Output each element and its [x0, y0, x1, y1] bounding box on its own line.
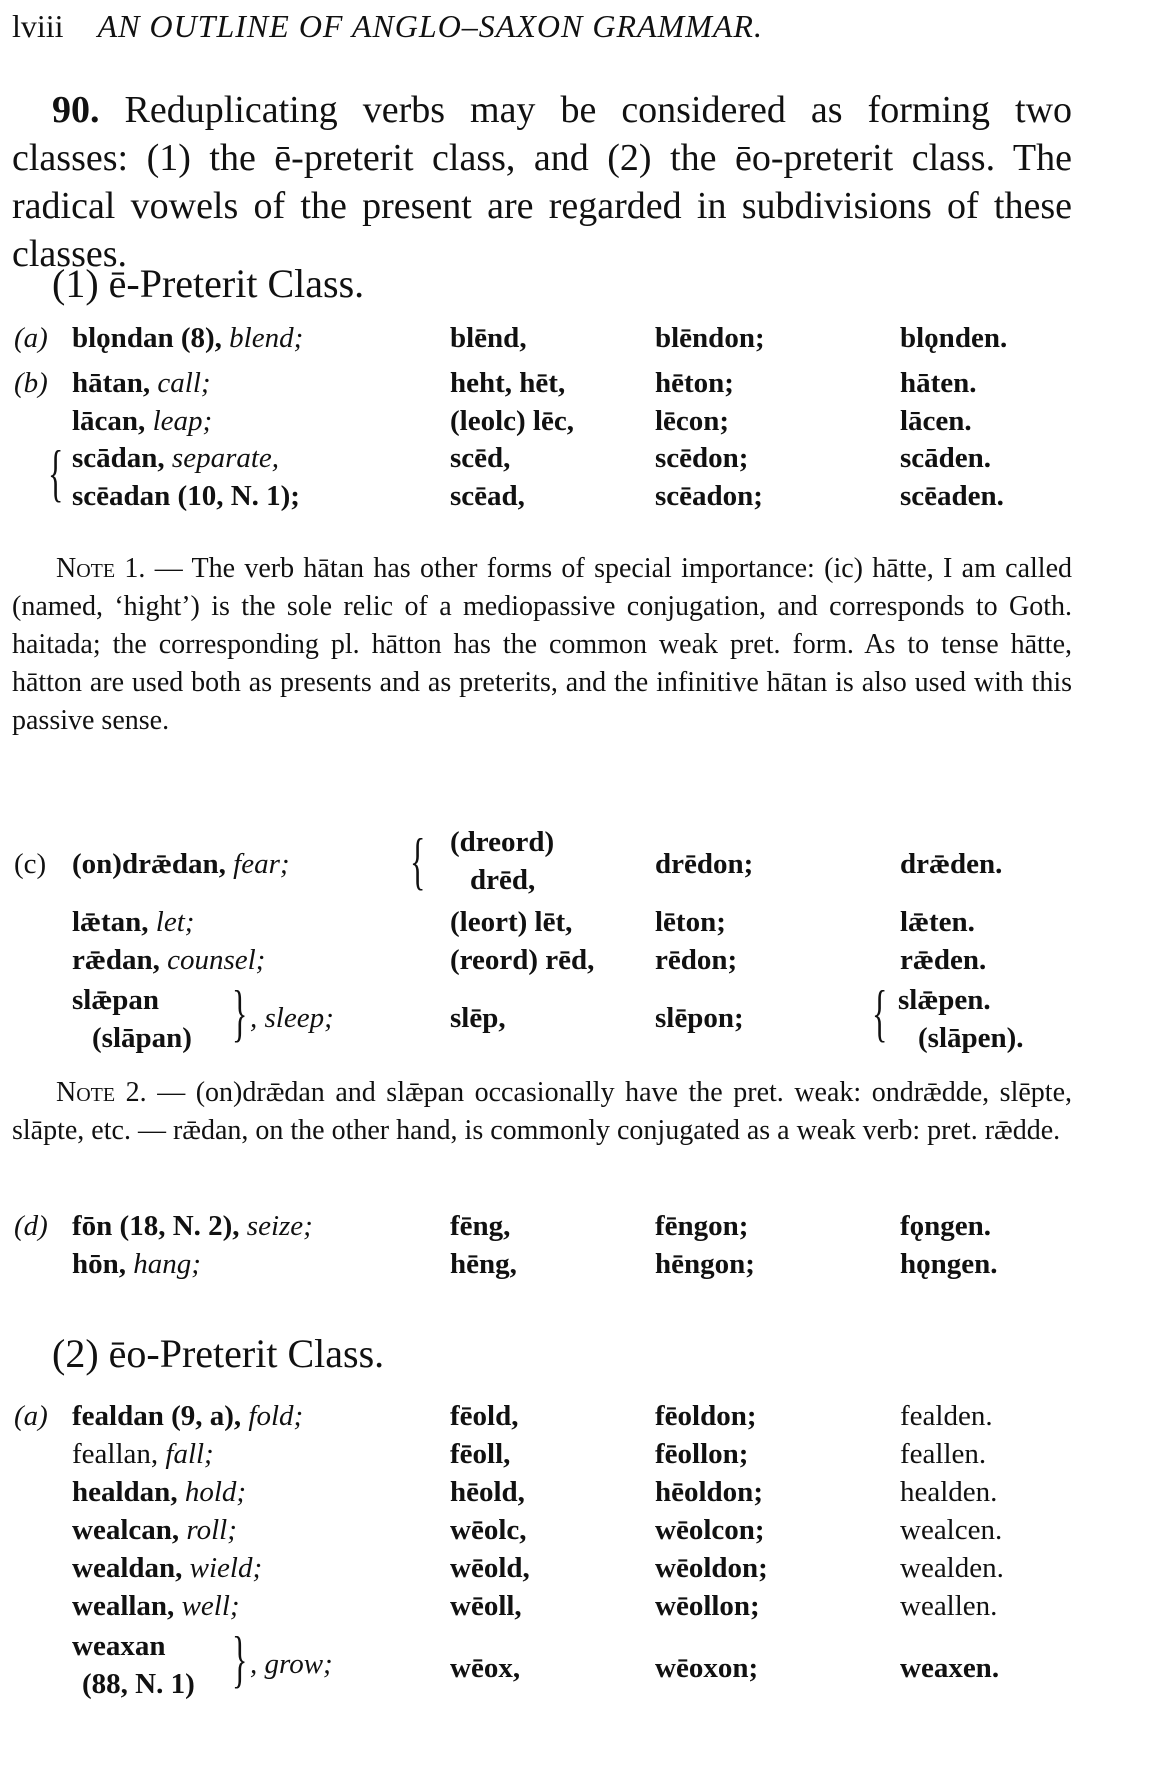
pret-sg: heht, hēt, [450, 367, 566, 399]
infinitive: feallan, [72, 1438, 159, 1470]
pret-sg: hēng, [450, 1248, 517, 1280]
pret-pl: wēollon; [655, 1590, 760, 1622]
pret-sg: scēad, [450, 480, 525, 512]
row-infinitive [72, 848, 290, 881]
row-infinitive [72, 1210, 313, 1243]
pret-sg: wēox, [450, 1652, 521, 1684]
pret-sg: wēolc, [450, 1514, 527, 1546]
infinitive-a: weaxan [72, 1630, 166, 1662]
gloss: , sleep; [250, 1002, 334, 1034]
table-row [14, 322, 48, 355]
past-participle: lǣten. [900, 906, 975, 938]
pret-pl: slēpon; [655, 1002, 744, 1034]
pret-sg-a: (dreord) [450, 826, 555, 858]
pret-pl: wēolcon; [655, 1514, 765, 1546]
pret-sg: fēng, [450, 1210, 511, 1242]
infinitive: wealdan, [72, 1552, 183, 1584]
note-text: — The verb hātan has other forms of special importance: (ic) hātte, I am called (named, ‘hight’) is the sole relic of a mediopassive conjugation, and corresponds to Goth. haitada; the corresponding pl. hātton has the common weak pret. form. As to tense hātte, hātton are used both as presents and as preterits, and the infinitive hātan is also used with this passive sense. [12, 553, 1072, 736]
past-participle: scēaden. [900, 480, 1004, 512]
pret-sg: blēnd, [450, 322, 527, 354]
infinitive: hōn, [72, 1248, 127, 1280]
past-participle: drǣden. [900, 848, 1003, 880]
gloss: seize; [246, 1210, 313, 1242]
past-participle: healden. [900, 1476, 998, 1508]
pret-sg: wēoll, [450, 1590, 522, 1622]
pret-sg: scēd, [450, 442, 511, 474]
gloss: roll; [186, 1514, 237, 1546]
pret-pl: hēton; [655, 367, 734, 399]
pret-sg: (reord) rēd, [450, 944, 595, 976]
infinitive: weallan, [72, 1590, 175, 1622]
intro-paragraph [12, 86, 1072, 278]
infinitive: healdan, [72, 1476, 178, 1508]
row-infinitive [72, 442, 279, 475]
brace: { [48, 437, 64, 508]
row-infinitive [72, 944, 265, 977]
brace: { [872, 977, 888, 1048]
gloss: hold; [184, 1476, 247, 1508]
row-infinitive [72, 480, 300, 513]
infinitive: (on)drǣdan, [72, 848, 226, 880]
pret-pl: hēngon; [655, 1248, 755, 1280]
pret-pl: drēdon; [655, 848, 754, 880]
infinitive: scādan, [72, 442, 165, 474]
gloss: call; [157, 367, 211, 399]
gloss: let; [155, 906, 195, 938]
gloss: fold; [248, 1400, 304, 1432]
class1-heading: (1) ē-Preterit Class. [52, 261, 365, 306]
pret-sg: fēold, [450, 1400, 519, 1432]
section-number: 90. [52, 89, 100, 131]
brace: { [410, 825, 426, 896]
past-participle: weallen. [900, 1590, 998, 1622]
intro-text: Reduplicating verbs may be considered as forming two classes: (1) the ē-preterit class, and (2) the ēo-preterit class. The radical vowels of the present are regarded in subdivisions of these classes. [12, 89, 1073, 275]
infinitive: fealdan (9, a), [72, 1400, 242, 1432]
gloss: wield; [189, 1552, 263, 1584]
infinitive-b: (slāpan) [92, 1022, 192, 1054]
row-infinitive [72, 1438, 214, 1471]
past-participle: scāden. [900, 442, 992, 474]
gloss: separate, [171, 442, 280, 474]
past-participle: fǫngen. [900, 1210, 992, 1242]
pret-pl: scēdon; [655, 442, 749, 474]
past-participle-a: slǣpen. [898, 984, 991, 1016]
gloss: hang; [133, 1248, 201, 1280]
past-participle-b: (slāpen). [918, 1022, 1024, 1054]
gloss: well; [181, 1590, 240, 1622]
pret-pl: wēoldon; [655, 1552, 768, 1584]
row-infinitive [72, 367, 211, 400]
past-participle: fealden. [900, 1400, 993, 1432]
infinitive: lǣtan, [72, 906, 149, 938]
pret-sg: fēoll, [450, 1438, 511, 1470]
note-label: Note 1. [56, 553, 146, 584]
past-participle: hāten. [900, 367, 977, 399]
past-participle: blǫnden. [900, 322, 1008, 354]
row-label: (b) [14, 367, 48, 399]
pret-pl: fēollon; [655, 1438, 749, 1470]
infinitive: blǫndan (8), [72, 322, 222, 354]
infinitive: hātan, [72, 367, 151, 399]
pret-pl: scēadon; [655, 480, 763, 512]
gloss: counsel; [167, 944, 266, 976]
infinitive-a: slǣpan [72, 984, 160, 1016]
brace: } [232, 977, 248, 1048]
pret-pl: fēngon; [655, 1210, 749, 1242]
class2-heading: (2) ēo-Preterit Class. [52, 1331, 385, 1376]
pret-sg: (leolc) lēc, [450, 405, 574, 437]
running-title: AN OUTLINE OF ANGLO–SAXON GRAMMAR. [97, 8, 763, 44]
infinitive-b: (88, N. 1) [82, 1668, 195, 1700]
gloss: leap; [152, 405, 213, 437]
row-infinitive [72, 405, 212, 438]
pret-pl: fēoldon; [655, 1400, 757, 1432]
row-label: (d) [14, 1210, 48, 1242]
pret-sg: wēold, [450, 1552, 530, 1584]
note-2 [12, 1074, 1072, 1150]
note-text: — (on)drǣdan and slǣpan occasionally have the pret. weak: ondrǣdde, slēpte, slāpte, etc. — rǣdan, on the other hand, is commonly conjugated as a weak verb: pret. rǣdde. [12, 1077, 1072, 1146]
gloss: , grow; [250, 1648, 333, 1680]
row-infinitive [72, 322, 303, 355]
row-label: (c) [14, 848, 47, 880]
infinitive: lācan, [72, 405, 146, 437]
row-infinitive [72, 1476, 246, 1509]
row-label: (a) [14, 322, 48, 354]
row-infinitive [72, 1552, 262, 1585]
row-infinitive [72, 1400, 303, 1433]
note-1 [12, 550, 1072, 740]
gloss: fall; [165, 1438, 214, 1470]
past-participle: rǣden. [900, 944, 987, 976]
past-participle: weaxen. [900, 1652, 1000, 1684]
brace: } [232, 1623, 248, 1694]
infinitive: wealcan, [72, 1514, 180, 1546]
past-participle: wealden. [900, 1552, 1004, 1584]
gloss: fear; [233, 848, 290, 880]
past-participle: hǫngen. [900, 1248, 998, 1280]
page-number: lviii [12, 8, 64, 44]
pret-sg-b: drēd, [470, 864, 536, 896]
infinitive: rǣdan, [72, 944, 160, 976]
infinitive: fōn (18, N. 2), [72, 1210, 240, 1242]
pret-pl: wēoxon; [655, 1652, 759, 1684]
row-infinitive [72, 906, 194, 939]
note-label: Note 2. [56, 1077, 147, 1108]
past-participle: feallen. [900, 1438, 987, 1470]
row-infinitive [72, 1514, 237, 1547]
infinitive: scēadan (10, N. 1); [72, 480, 300, 512]
pret-sg: hēold, [450, 1476, 525, 1508]
gloss: blend; [229, 322, 304, 354]
pret-pl: hēoldon; [655, 1476, 763, 1508]
past-participle: lācen. [900, 405, 972, 437]
pret-pl: lēton; [655, 906, 726, 938]
row-infinitive [72, 1590, 240, 1623]
pret-pl: lēcon; [655, 405, 730, 437]
pret-sg: slēp, [450, 1002, 506, 1034]
row-infinitive [72, 1248, 201, 1281]
row-label: (a) [14, 1400, 48, 1432]
pret-sg: (leort) lēt, [450, 906, 573, 938]
pret-pl: blēndon; [655, 322, 765, 354]
past-participle: wealcen. [900, 1514, 1003, 1546]
pret-pl: rēdon; [655, 944, 738, 976]
running-header [12, 8, 763, 45]
